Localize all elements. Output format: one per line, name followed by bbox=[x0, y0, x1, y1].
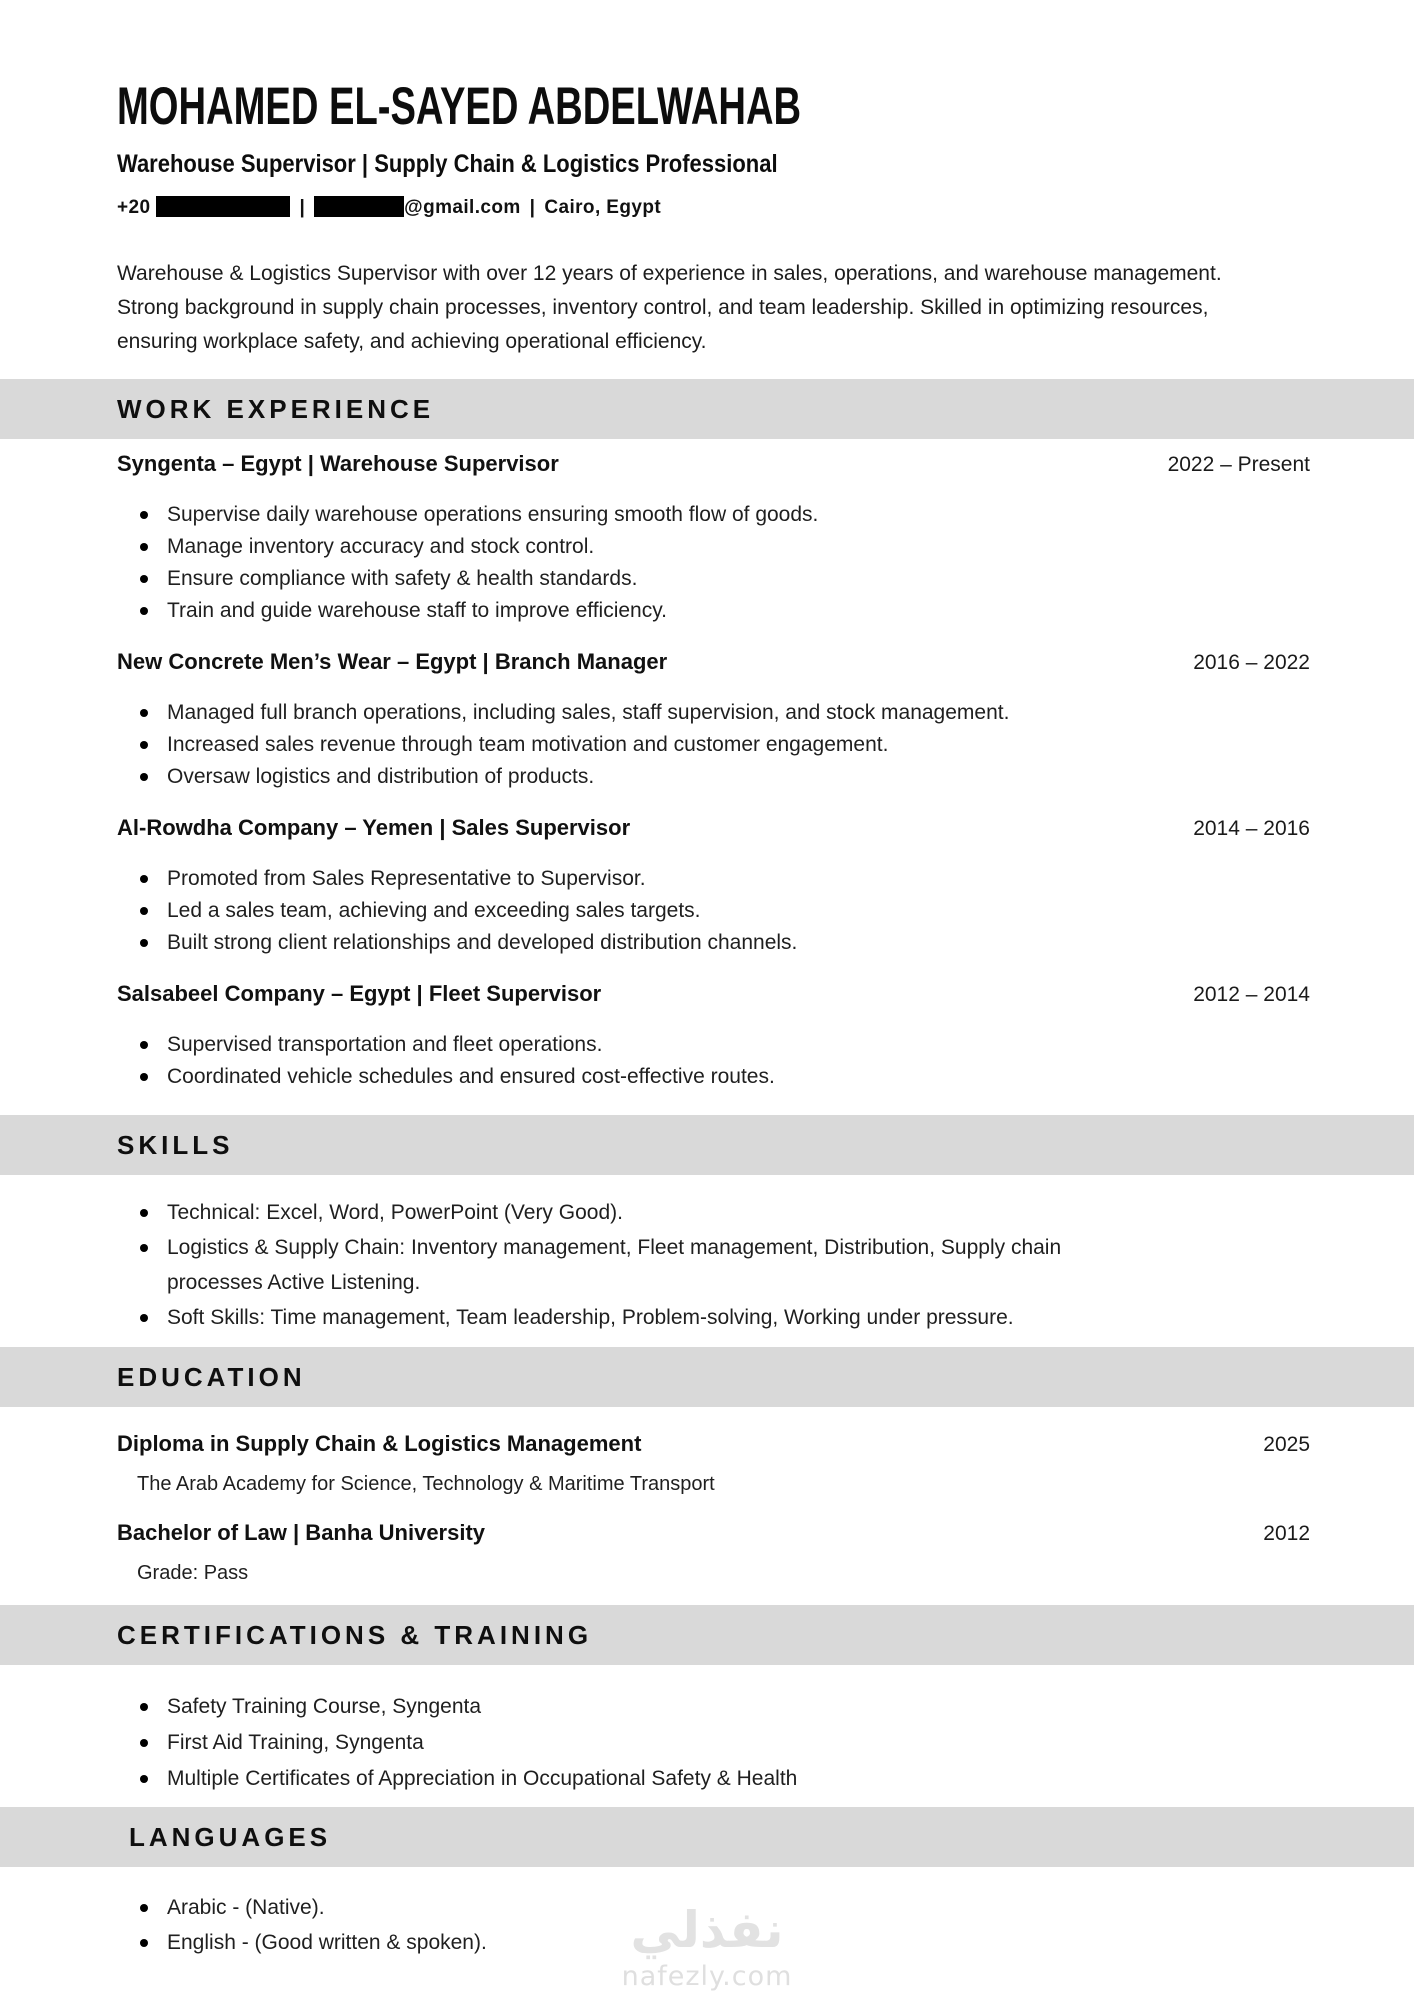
bullet-item bbox=[117, 595, 1310, 627]
contact-separator: | bbox=[299, 197, 306, 218]
bullet-dot bbox=[140, 543, 148, 551]
bullet-item bbox=[117, 531, 1310, 563]
education-header-row bbox=[117, 1431, 1310, 1458]
bullet-text: Supervised transportation and fleet operations. bbox=[167, 1033, 603, 1056]
bullet-text: Promoted from Sales Representative to Supervisor. bbox=[167, 867, 646, 890]
candidate-name: MOHAMED EL-SAYED ABDELWAHAB bbox=[117, 77, 802, 136]
education-entry bbox=[117, 1431, 1310, 1496]
bullet-text: Arabic - (Native). bbox=[167, 1896, 325, 1919]
bullet-dot bbox=[140, 875, 148, 883]
bullet-item bbox=[117, 927, 1310, 959]
job-header-row bbox=[117, 649, 1310, 676]
summary-line: Warehouse & Logistics Supervisor with over 12 years of experience in sales, operations, and warehouse management. bbox=[117, 262, 1222, 285]
bullet-text: Multiple Certificates of Appreciation in Occupational Safety & Health bbox=[167, 1767, 798, 1790]
section-title-certifications: CERTIFICATIONS & TRAINING bbox=[117, 1619, 593, 1650]
bullet-dot bbox=[140, 741, 148, 749]
summary-line: Strong background in supply chain processes, inventory control, and team leadership. Skilled in optimizing resources, bbox=[117, 296, 1209, 319]
bullet-item bbox=[117, 761, 1310, 793]
job-entry bbox=[117, 451, 1310, 627]
section-band-certifications bbox=[0, 1605, 1414, 1665]
job-entry bbox=[117, 981, 1310, 1093]
bullet-text: Logistics & Supply Chain: Inventory management, Fleet management, Distribution, Supply chain bbox=[167, 1236, 1062, 1259]
section-band-languages bbox=[0, 1807, 1414, 1867]
job-title: New Concrete Men’s Wear – Egypt | Branch Manager bbox=[117, 649, 668, 674]
bullet-item bbox=[117, 1061, 1310, 1093]
bullet-item bbox=[117, 563, 1310, 595]
bullet-item bbox=[117, 1890, 1310, 1925]
section-band-skills bbox=[0, 1115, 1414, 1175]
work-experience-section bbox=[0, 439, 1414, 1093]
bullet-item bbox=[117, 863, 1310, 895]
job-dates: 2012 – 2014 bbox=[1193, 983, 1310, 1006]
bullet-item bbox=[117, 1689, 1310, 1725]
bullet-text: Ensure compliance with safety & health standards. bbox=[167, 567, 638, 590]
watermark-arabic-logo: نفذلي bbox=[630, 1901, 784, 1959]
section-title-work-experience: WORK EXPERIENCE bbox=[117, 393, 435, 424]
bullet-text: Train and guide warehouse staff to improve efficiency. bbox=[167, 599, 668, 622]
education-section bbox=[0, 1407, 1414, 1605]
bullet-dot bbox=[140, 907, 148, 915]
bullet-item bbox=[117, 1725, 1310, 1761]
job-dates: 2022 – Present bbox=[1167, 453, 1310, 476]
redacted-phone-bar bbox=[156, 196, 290, 217]
bullet-dot bbox=[140, 1209, 148, 1217]
redacted-email-bar bbox=[314, 196, 404, 217]
resume-header bbox=[0, 0, 1414, 359]
section-title-languages: LANGUAGES bbox=[129, 1821, 332, 1852]
section-band-work-experience bbox=[0, 379, 1414, 439]
bullet-text-wrap: processes Active Listening. bbox=[167, 1271, 421, 1294]
bullet-dot bbox=[140, 511, 148, 519]
bullet-item bbox=[117, 1300, 1310, 1335]
bullet-dot bbox=[140, 1244, 148, 1252]
bullet-text: Managed full branch operations, including sales, staff supervision, and stock management. bbox=[167, 701, 1010, 724]
bullet-text: Oversaw logistics and distribution of products. bbox=[167, 765, 595, 788]
bullet-item bbox=[117, 697, 1310, 729]
education-title: Bachelor of Law | Banha University bbox=[117, 1520, 486, 1545]
bullet-dot bbox=[140, 939, 148, 947]
job-entry bbox=[117, 815, 1310, 959]
languages-section bbox=[0, 1867, 1414, 1960]
bullet-dot bbox=[140, 773, 148, 781]
bullet-text: Safety Training Course, Syngenta bbox=[167, 1695, 482, 1718]
location-text: Cairo, Egypt bbox=[544, 197, 662, 218]
education-date: 2025 bbox=[1263, 1433, 1310, 1456]
job-header-row bbox=[117, 981, 1310, 1008]
bullet-text: Built strong client relationships and developed distribution channels. bbox=[167, 931, 798, 954]
email-suffix: @gmail.com bbox=[404, 197, 521, 218]
bullet-item bbox=[117, 1029, 1310, 1061]
bullet-text: First Aid Training, Syngenta bbox=[167, 1731, 424, 1754]
education-entry bbox=[117, 1520, 1310, 1585]
bullet-item bbox=[117, 1761, 1310, 1797]
section-band-education bbox=[0, 1347, 1414, 1407]
bullet-item bbox=[117, 1195, 1310, 1230]
watermark-domain-text: nafezly.com bbox=[621, 1961, 793, 1992]
bullet-dot bbox=[140, 1703, 148, 1711]
job-header-row bbox=[117, 815, 1310, 842]
bullet-item bbox=[117, 1230, 1310, 1300]
job-entry bbox=[117, 649, 1310, 793]
contact-separator: | bbox=[529, 197, 536, 218]
job-header-row bbox=[117, 451, 1310, 478]
bullet-text: Increased sales revenue through team motivation and customer engagement. bbox=[167, 733, 889, 756]
bullet-text: Coordinated vehicle schedules and ensured cost-effective routes. bbox=[167, 1065, 775, 1088]
job-title: Syngenta – Egypt | Warehouse Supervisor bbox=[117, 451, 559, 476]
bullet-dot bbox=[140, 575, 148, 583]
professional-summary bbox=[117, 257, 1310, 359]
bullet-text: Technical: Excel, Word, PowerPoint (Very Good). bbox=[167, 1201, 623, 1224]
bullet-text: Supervise daily warehouse operations ensuring smooth flow of goods. bbox=[167, 503, 819, 526]
phone-prefix: +20 bbox=[117, 197, 151, 218]
bullet-text: Manage inventory accuracy and stock control. bbox=[167, 535, 595, 558]
bullet-text: English - (Good written & spoken). bbox=[167, 1931, 487, 1954]
section-title-skills: SKILLS bbox=[117, 1129, 234, 1160]
bullet-item bbox=[117, 499, 1310, 531]
bullet-dot bbox=[140, 1041, 148, 1049]
job-dates: 2016 – 2022 bbox=[1193, 651, 1310, 674]
education-subtitle: The Arab Academy for Science, Technology & Maritime Transport bbox=[137, 1473, 715, 1495]
certifications-section bbox=[0, 1665, 1414, 1807]
bullet-dot bbox=[140, 1314, 148, 1322]
bullet-dot bbox=[140, 1739, 148, 1747]
skills-section bbox=[0, 1175, 1414, 1347]
job-title: Salsabeel Company – Egypt | Fleet Supervisor bbox=[117, 981, 602, 1006]
education-title: Diploma in Supply Chain & Logistics Management bbox=[117, 1431, 642, 1456]
candidate-headline: Warehouse Supervisor | Supply Chain & Logistics Professional bbox=[117, 150, 778, 178]
contact-line bbox=[117, 195, 1310, 221]
bullet-item bbox=[117, 1925, 1310, 1960]
bullet-dot bbox=[140, 709, 148, 717]
section-title-education: EDUCATION bbox=[117, 1361, 306, 1392]
bullet-item bbox=[117, 729, 1310, 761]
bullet-dot bbox=[140, 1904, 148, 1912]
bullet-item bbox=[117, 895, 1310, 927]
job-title: Al-Rowdha Company – Yemen | Sales Supervisor bbox=[117, 815, 631, 840]
bullet-dot bbox=[140, 1775, 148, 1783]
education-header-row bbox=[117, 1520, 1310, 1547]
bullet-dot bbox=[140, 1073, 148, 1081]
bullet-text: Led a sales team, achieving and exceeding sales targets. bbox=[167, 899, 701, 922]
bullet-dot bbox=[140, 607, 148, 615]
education-subtitle: Grade: Pass bbox=[137, 1562, 249, 1584]
education-date: 2012 bbox=[1263, 1522, 1310, 1545]
job-dates: 2014 – 2016 bbox=[1193, 817, 1310, 840]
bullet-dot bbox=[140, 1939, 148, 1947]
bullet-text: Soft Skills: Time management, Team leadership, Problem-solving, Working under pressure. bbox=[167, 1306, 1014, 1329]
summary-line: ensuring workplace safety, and achieving operational efficiency. bbox=[117, 330, 707, 353]
